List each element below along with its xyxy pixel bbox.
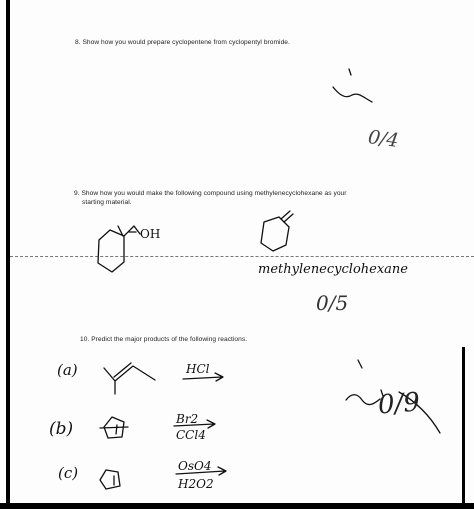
oh-substituent-bond — [124, 226, 140, 236]
reaction-b-label: (b) — [49, 419, 74, 439]
scan-border-right — [462, 347, 465, 509]
scan-border-left — [6, 0, 10, 509]
q10-answer-squiggle — [346, 395, 380, 405]
reagent-h2o2: H2O2 — [178, 477, 214, 491]
question-9-text: 9. Show how you would make the following compound using methylenecyclohexane as your — [74, 190, 347, 197]
cyclopentene-b-inner — [116, 425, 117, 434]
reagent-br2: Br2 — [176, 412, 199, 426]
q8-answer-tick — [349, 69, 351, 75]
reagent-hcl: HCl — [186, 362, 210, 376]
q8-answer-squiggle — [333, 87, 372, 102]
cyclohexane-ring-oh — [98, 230, 124, 272]
oh-label: OH — [140, 227, 161, 241]
question-8-text: 8. Show how you would prepare cyclopentene from cyclopentyl bromide. — [75, 39, 290, 46]
question-9-text-continued: starting material. — [82, 199, 132, 206]
methylenecyclohexane-label: methylenecyclohexane — [258, 262, 408, 277]
alkene-a-structure — [104, 366, 155, 381]
q10-answer-tick — [358, 360, 362, 368]
scan-border-bottom — [0, 503, 474, 509]
score-q10: 0/9 — [377, 387, 421, 421]
reagent-ccl4: CCl4 — [176, 428, 206, 442]
reaction-c-label: (c) — [58, 464, 79, 482]
cyclopentene-c — [100, 470, 120, 489]
reagent-oso4: OsO4 — [178, 459, 212, 473]
reaction-a-label: (a) — [57, 361, 78, 379]
question-10-text: 10. Predict the major products of the following reactions. — [80, 336, 248, 343]
score-q9: 0/5 — [316, 291, 349, 315]
score-q8: 0/4 — [366, 125, 400, 153]
